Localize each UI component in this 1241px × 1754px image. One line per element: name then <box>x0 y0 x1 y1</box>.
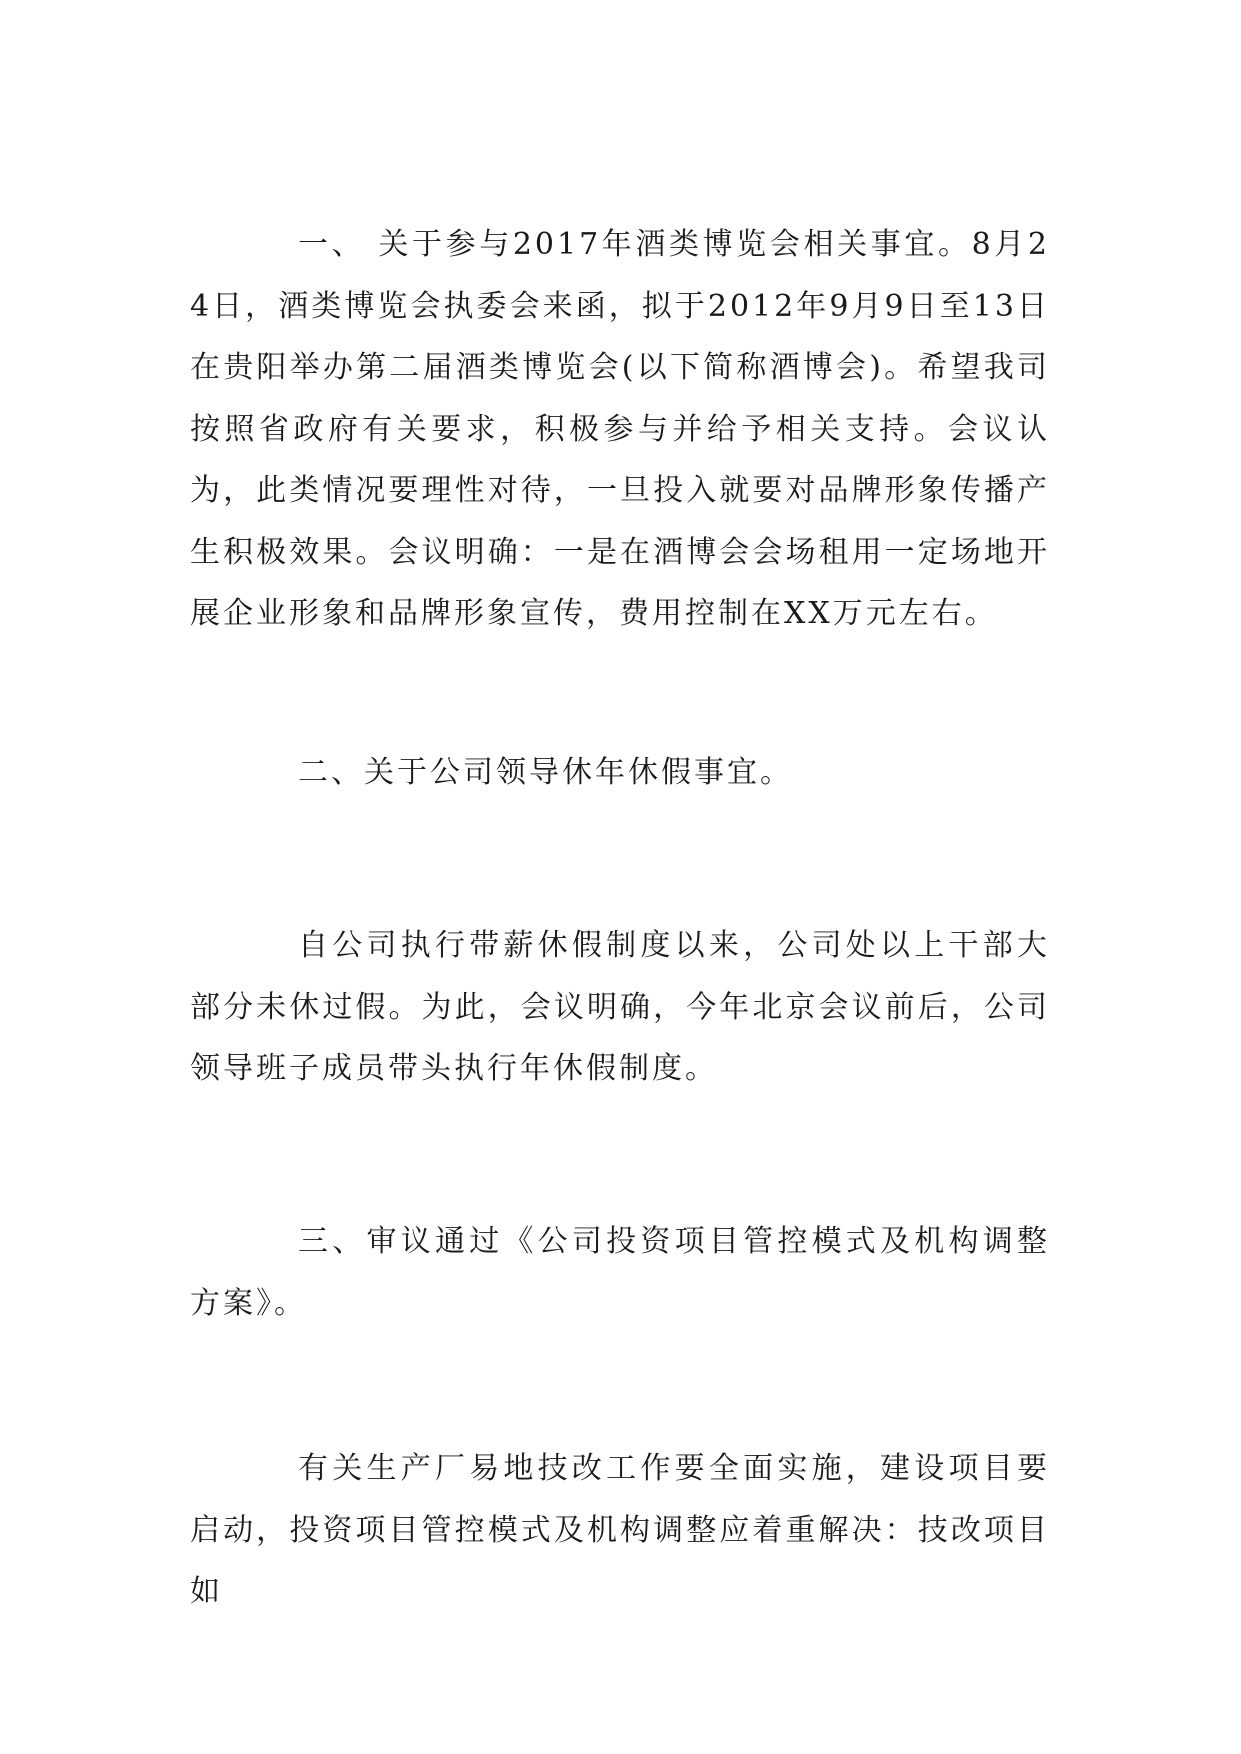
heading-investment-plan: 三、审议通过《公司投资项目管控模式及机构调整方案》。 <box>190 1224 1050 1321</box>
paragraph-annual-leave: 自公司执行带薪休假制度以来，公司处以上干部大部分未休过假。为此，会议明确，今年北京会议前后，公司领导班子成员带头执行年休假制度。 <box>190 928 1050 1086</box>
paragraph-investment-plan: 有关生产厂易地技改工作要全面实施，建设项目要启动，投资项目管控模式及机构调整应着重解决：技改项目如 <box>190 1451 1050 1609</box>
heading-annual-leave: 二、关于公司领导休年休假事宜。 <box>298 755 793 790</box>
paragraph-wine-expo: 一、 关于参与2017年酒类博览会相关事宜。8月24日，酒类博览会执委会来函，拟于2012年9月9日至13日在贵阳举办第二届酒类博览会(以下简称酒博会)。希望我司按照省政府有关要求，积极参与并给予相关支持。会议认为，此类情况要理性对待，一旦投入就要对品牌形象传播产生积极效果。会议明确：一是在酒博会会场租用一定场地开展企业形象和品牌形象宣传，费用控制在XX万元左右。 <box>190 227 1050 631</box>
